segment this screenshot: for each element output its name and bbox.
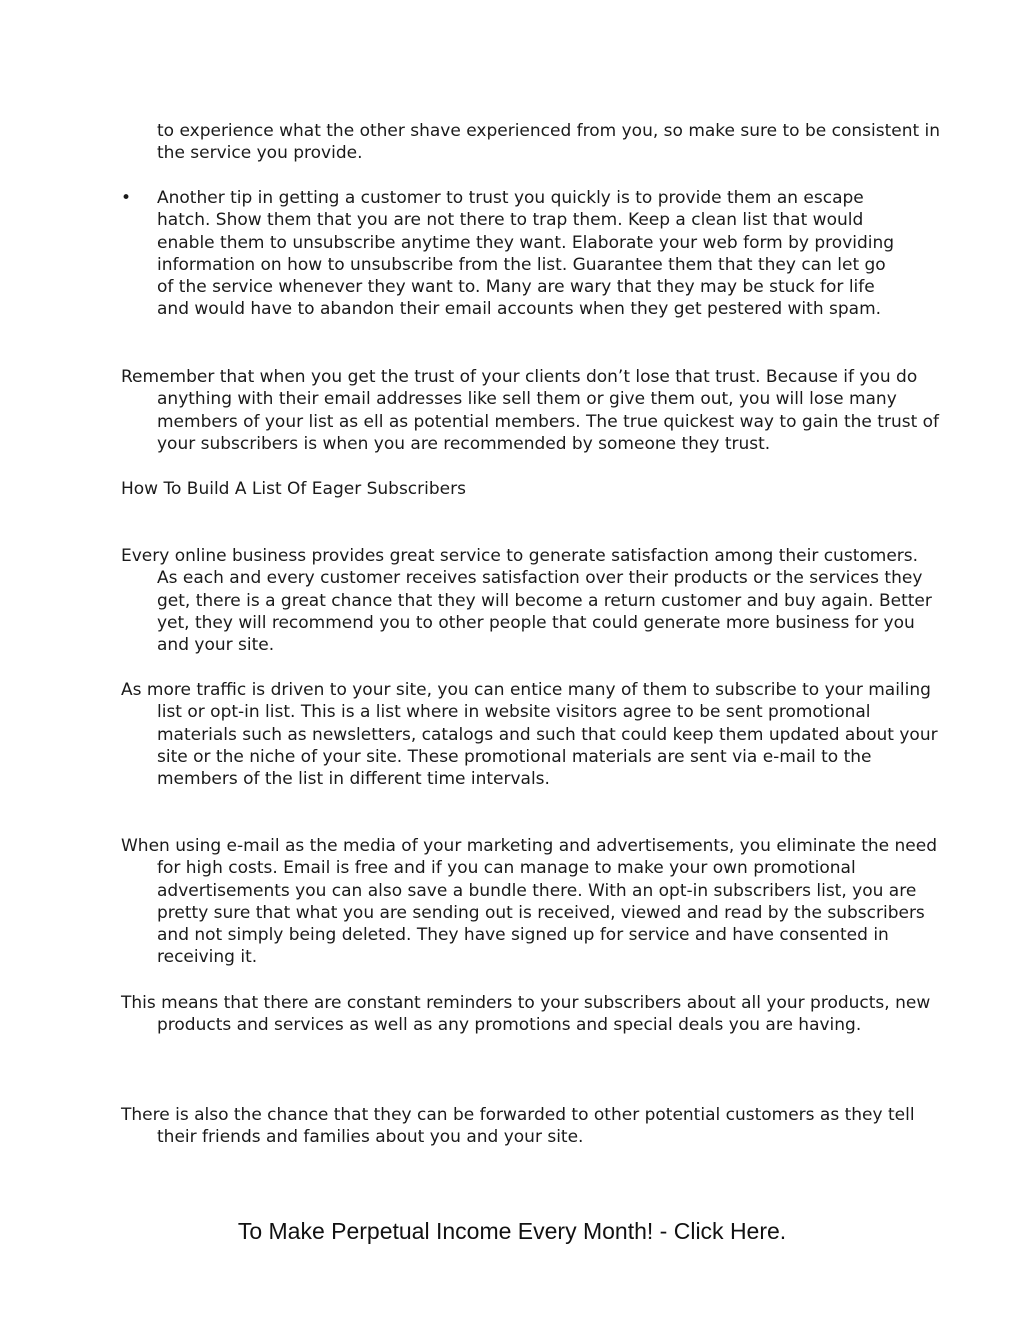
bullet-list-item: [121, 187, 905, 321]
continuation-paragraph: to experience what the other shave experienced from you, so make sure to be consistent in the service you provide.: [157, 121, 941, 164]
cta-link[interactable]: To Make Perpetual Income Every Month! - Click Here.: [237, 1218, 787, 1244]
bullet-icon: •: [121, 188, 132, 208]
paragraph-online-business: Every online business provides great service to generate satisfaction among their customers. As each and every customer receives satisfaction over their products or the services they get, there is a great chance that they will become a return customer and buy again. Better yet, they will recommend you to other people that could generate more business for you and your site.: [121, 546, 932, 656]
paragraph-forwarded: There is also the chance that they can be forwarded to other potential customers as they tell their friends and families about you and your site.: [121, 1105, 915, 1148]
paragraph-reminders: This means that there are constant reminders to your subscribers about all your products, new products and services as well as any promotions and special deals you are having.: [121, 993, 931, 1036]
paragraph-email-media: When using e-mail as the media of your marketing and advertisements, you eliminate the need for high costs. Email is free and if you can manage to make your own promotional advertisements you can also save a bundle there. With an opt-in subscribers list, you are pretty sure that what you are sending out is received, viewed and read by the subscribers and not simply being deleted. They have signed up for service and have consented in receiving it.: [121, 836, 938, 968]
paragraph-trust-reminder: Remember that when you get the trust of your clients don’t lose that trust. Because if you do anything with their email addresses like sell them or give them out, you will lose many members of your list as ell as potential members. The true quickest way to gain the trust of your subscribers is when you are recommended by someone they trust.: [121, 367, 940, 454]
bullet-text: Another tip in getting a customer to trust you quickly is to provide them an escape hatch. Show them that you are not there to trap them. Keep a clean list that would enable them to unsubscribe anytime they want. Elaborate your web form by providing information on how to unsubscribe from the list. Guarantee them that they can let go of the service whenever they want to. Many are wary that they may be stuck for life and would have to abandon their email accounts when they get pestered with spam.: [157, 188, 895, 320]
section-heading: How To Build A List Of Eager Subscribers: [121, 479, 466, 499]
paragraph-traffic: As more traffic is driven to your site, you can entice many of them to subscribe to your mailing list or opt-in list. This is a list where in website visitors agree to be sent promotional materials such as newsletters, catalogs and such that could keep them updated about your site or the niche of your site. These promotional materials are sent via e-mail to the members of the list in different time intervals.: [121, 680, 938, 790]
